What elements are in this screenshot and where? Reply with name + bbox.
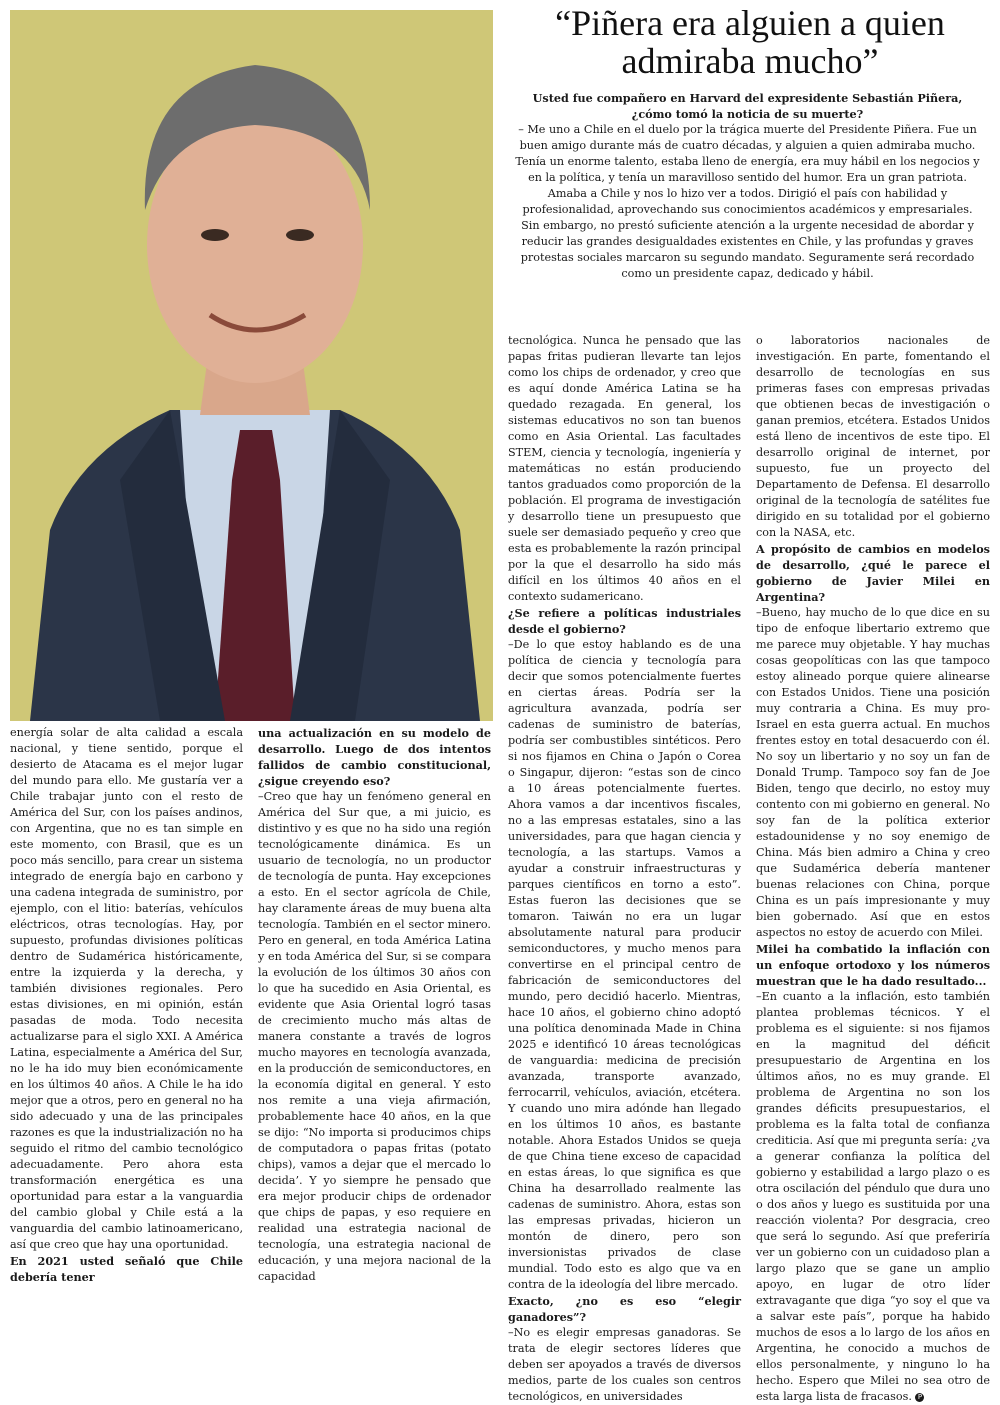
column-3-text-1: tecnológica. Nunca he pensado que las papas fritas pudieran llevarte tan lejos como los chips de ordenador, y creo que es aquí donde América Latina se ha quedado rezagada. En general, los sistemas educativos no son tan buenos como en Asia Oriental. Las facultades STEM, ciencia y tecnología, ingeniería y matemáticas no están produciendo tantos graduados como proporción de la población. El programa de investigación y desarrollo tiene un presupuesto que suele ser demasiado pequeño y creo que esta es probablemente la razón principal por la que el desarrollo ha sido más difícil en los últimos 40 años en el contexto sudamericano. (508, 334, 741, 603)
column-4 (756, 333, 990, 1405)
column-4-text-1: o laboratorios nacionales de investigación. En parte, fomentando el desarrollo de tecnologías en sus primeras fases con empresas privadas que obtienen becas de investigación o ganan premios, etcétera. Estados Unidos está lleno de incentivos de este tipo. El desarrollo original de internet, por supuesto, fue un proyecto del Departamento de Defensa. El desarrollo original de la tecnología de satélites fue dirigido en su totalidad por el gobierno con la NASA, etc. (756, 334, 990, 539)
end-mark-icon: P (915, 1393, 924, 1402)
portrait-photo (10, 10, 493, 721)
portrait-illustration (10, 10, 493, 721)
column-2-text: –Creo que hay un fenómeno general en América del Sur que, a mi juicio, es distintivo y es que no ha sido una región tecnológicamente dinámica. Es un usuario de tecnología, no un productor de tecnología de punta. Hay excepciones a esto. En el sector agrícola de Chile, hay claramente áreas de muy buena alta tecnología. También en el sector minero. Pero en general, en toda América Latina y en toda América del Sur, si se compara la evolución de los últimos 30 años con lo que ha sucedido en Asia Oriental, es evidente que Asia Oriental logró tasas de crecimiento mucho más altas de manera constante a través de logros mucho mayores en tecnología avanzada, en la producción de semiconductores, en la economía digital en general. Y esto nos remite a una vieja afirmación, probablemente hace 40 años, en la que se dijo: “No importa si producimos chips de computadora o papas fritas (potato chips), vamos a dejar que el mercado lo decida’. Y yo siempre he pensado que era mejor producir chips de ordenador que chips de papas, y eso requiere en realidad una estrategia nacional de tecnología, una estrategia nacional de educación, y una mejora nacional de la capacidad (258, 790, 492, 1283)
column-3 (508, 333, 741, 1405)
column-4-text-3: –En cuanto a la inflación, esto también plantea problemas técnicos. Y el problema es el siguiente: si nos fijamos en la magnitud del déficit presupuestario de Argentina en los últimos años, no es muy grande. El problema de Argentina no son los grandes déficits presupuestarios, el problema es la falta total de confianza crediticia. Así que mi pregunta sería: ¿va a generar confianza la política del gobierno y estabilidad a largo plazo o es otra oscilación del péndulo que dura uno o dos años y luego es sustituida por una reacción violenta? Por desgracia, creo que será lo segundo. Así que preferiría ver un gobierno con un cuidadoso plan a largo plazo que se gane un amplio apoyo, en lugar de otro líder extravagante que diga “yo soy el que va a salvar este país”, porque ha habido muchos de esos a lo largo de los años en Argentina, he conocido a muchos de ellos personalmente, y ninguno lo ha hecho. Espero que Milei no sea otro de esta larga lista de fracasos. (756, 990, 990, 1403)
question-picking-winners: Exacto, ¿no es eso “elegir ganadores”? (508, 1294, 741, 1324)
column-1 (10, 725, 243, 1285)
intro-answer: – Me uno a Chile en el duelo por la trágica muerte del Presidente Piñera. Fue un buen amigo durante más de cuatro décadas, y alguien a quien admiraba mucho. Tenía un enorme talento, estaba lleno de energía, era muy hábil en los negocios y en la política, y tenía un maravilloso sentido del humor. Era un gran patriota. Amaba a Chile y nos lo hizo ver a todos. Dirigió el país con habilidad y profesionalidad, aprovechando sus conocimientos académicos y empresariales. Sin embargo, no prestó suficiente atención a la urgente necesidad de abordar y reducir las grandes desigualdades existentes en Chile, y las profundas y graves protestas sociales marcaron su segundo mandato. Seguramente será recordado como un presidente capaz, dedicado y hábil. (515, 123, 980, 280)
question-inflation: Milei ha combatido la inflación con un enfoque ortodoxo y los números muestran que le ha dado resultado... (756, 942, 990, 988)
intro-question: Usted fue compañero en Harvard del expresidente Sebastián Piñera, ¿cómo tomó la noticia de su muerte? (532, 91, 963, 121)
column-4-text-2: –Bueno, hay mucho de lo que dice en su tipo de enfoque libertario extremo que me parece muy objetable. Y hay muchas cosas geopolíticas con las que tampoco estoy alineado porque quiere alinearse con Estados Unidos. Tiene una posición muy contraria a China. Es muy pro-Israel en esta guerra actual. En muchos frentes estoy en total desacuerdo con él. No soy un libertario y no soy un fan de Donald Trump. Tampoco soy fan de Joe Biden, tengo que decirlo, no estoy muy contento con mi gobierno en general. No soy fan de la política exterior estadounidense y no soy enemigo de China. Más bien admiro a China y creo que Sudamérica debería mantener buenas relaciones con China, porque China es un país impresionante y muy bien gobernado. Así que en estos aspectos no estoy de acuerdo con Milei. (756, 606, 990, 939)
question-development-model-end: una actualización en su modelo de desarrollo. Luego de dos intentos fallidos de cambio constitucional, ¿sigue creyendo eso? (258, 726, 491, 788)
question-milei-government: A propósito de cambios en modelos de desarrollo, ¿qué le parece el gobierno de Javier Milei en Argentina? (756, 542, 990, 604)
column-3-text-3: –No es elegir empresas ganadoras. Se trata de elegir sectores líderes que deben ser apoyados a través de diversos medios, parte de los cuales son centros tecnológicos, en universidades (508, 1326, 741, 1403)
column-2 (258, 725, 491, 1285)
column-1-text: energía solar de alta calidad a escala nacional, y tiene sentido, porque el desierto de Atacama es el mejor lugar del mundo para ello. Me gustaría ver a Chile trabajar junto con el resto de América del Sur, con los países andinos, con Argentina, que no es tan simple en este momento, con Brasil, que es un poco más sencillo, para crear un sistema integrado de energía bajo en carbono y una cadena integrada de suministro, por ejemplo, con el litio: baterías, vehículos eléctricos, otras tecnologías. Hay, por supuesto, profundas divisiones políticas dentro de Sudamérica históricamente, entre la izquierda y la derecha, y también divisiones regionales. Pero estas divisiones, en mi opinión, están pasadas de moda. Todo necesita actualizarse para el siglo XXI. A América Latina, especialmente a América del Sur, no le ha ido muy bien económicamente en los últimos 40 años. A Chile le ha ido mejor que a otros, pero en general no ha sido adecuado y una de las principales razones es que la industrialización no ha seguido el ritmo del cambio tecnológico adecuadamente. Pero ahora esta transformación energética es una oportunidad para estar a la vanguardia del cambio global y Chile está a la vanguardia del cambio latinoamericano, así que creo que hay una oportunidad. (10, 726, 243, 1251)
column-4-text-3-wrap (756, 989, 990, 1405)
question-development-model-start: En 2021 usted señaló que Chile debería tener (10, 1254, 243, 1284)
intro-block (515, 90, 980, 282)
column-3-text-2: –De lo que estoy hablando es de una política de ciencia y tecnología para decir que somos potencialmente fuertes en ciertas áreas. Podría ser la agricultura avanzada, podría ser cadenas de suministro de baterías, podría ser combustibles sintéticos. Pero si nos fijamos en China o Japón o Corea o Singapur, dijeron: “estas son de cinco a 10 áreas potencialmente fuertes. Ahora vamos a dar incentivos fiscales, no a las empresas estatales, sino a las universidades, para que hagan ciencia y tecnología, a las startups. Vamos a ayudar a construir infraestructuras y parques científicos en torno a esto”. Estas fueron las decisiones que se tomaron. Taiwán no era un lugar absolutamente natural para producir semiconductores, y mucho menos para convertirse en el principal centro de fabricación de semiconductores del mundo, pero decidió hacerlo. Mientras, hace 10 años, el gobierno chino adoptó una política denominada Made in China 2025 e identificó 10 áreas tecnológicas de vanguardia: medicina de precisión avanzada, transporte avanzado, ferrocarril, vehículos, aviación, etcétera. Y cuando uno mira adónde han llegado en los últimos 10 años, es bastante notable. Ahora Estados Unidos se queja de que China tiene exceso de capacidad en estas áreas, lo que significa es que China ha desarrollado realmente las cadenas de suministro. Ahora, estas son las empresas privadas, hicieron un montón de dinero, pero son inversionistas privados de clase mundial. Todo esto es algo que va en contra de la ideología del libre mercado. (508, 638, 741, 1291)
headline: “Piñera era alguien a quien admiraba mucho” (555, 3, 945, 81)
question-industrial-policy: ¿Se refiere a políticas industriales desde el gobierno? (508, 606, 741, 636)
